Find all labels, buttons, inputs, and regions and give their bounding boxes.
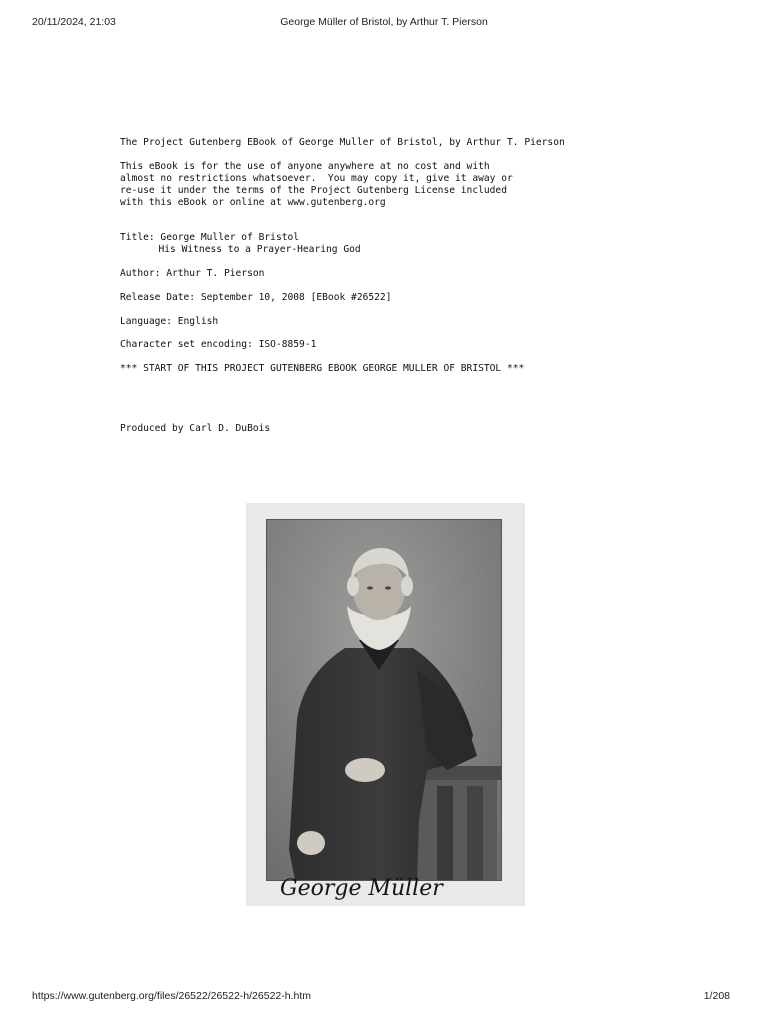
portrait-figure-illustration xyxy=(267,520,501,880)
portrait-photo xyxy=(266,519,502,881)
license-line: with this eBook or online at www.gutenberg.org xyxy=(120,196,386,208)
license-line: almost no restrictions whatsoever. You may copy it, give it away or xyxy=(120,172,513,184)
signature-text: George Müller xyxy=(280,876,443,901)
print-url: https://www.gutenberg.org/files/26522/26522-h/26522-h.htm xyxy=(32,990,312,1002)
license-line: re-use it under the terms of the Project Gutenberg License included xyxy=(120,184,507,196)
language-line: Language: English xyxy=(120,315,219,327)
print-footer xyxy=(32,990,736,1006)
print-datetime: 20/11/2024, 21:03 xyxy=(32,16,116,28)
produced-by-line: Produced by Carl D. DuBois xyxy=(120,422,271,434)
release-date-line: Release Date: September 10, 2008 [EBook #26522] xyxy=(120,291,392,303)
signature xyxy=(270,873,500,903)
portrait-image xyxy=(246,503,525,906)
subtitle-line: His Witness to a Prayer-Hearing God xyxy=(158,244,361,256)
print-header xyxy=(32,16,736,32)
print-page-number: 1/208 xyxy=(703,990,730,1002)
license-line: This eBook is for the use of anyone anywhere at no cost and with xyxy=(120,160,490,172)
title-line: Title: George Muller of Bristol xyxy=(120,232,300,244)
ebook-heading: The Project Gutenberg EBook of George Muller of Bristol, by Arthur T. Pierson xyxy=(120,137,565,148)
author-line: Author: Arthur T. Pierson xyxy=(120,267,265,279)
charset-line: Character set encoding: ISO-8859-1 xyxy=(120,339,317,351)
print-page-title: George Müller of Bristol, by Arthur T. Pierson xyxy=(280,16,488,28)
start-marker-line: *** START OF THIS PROJECT GUTENBERG EBOOK GEORGE MULLER OF BRISTOL *** xyxy=(120,363,525,375)
ebook-header-text xyxy=(120,137,680,435)
